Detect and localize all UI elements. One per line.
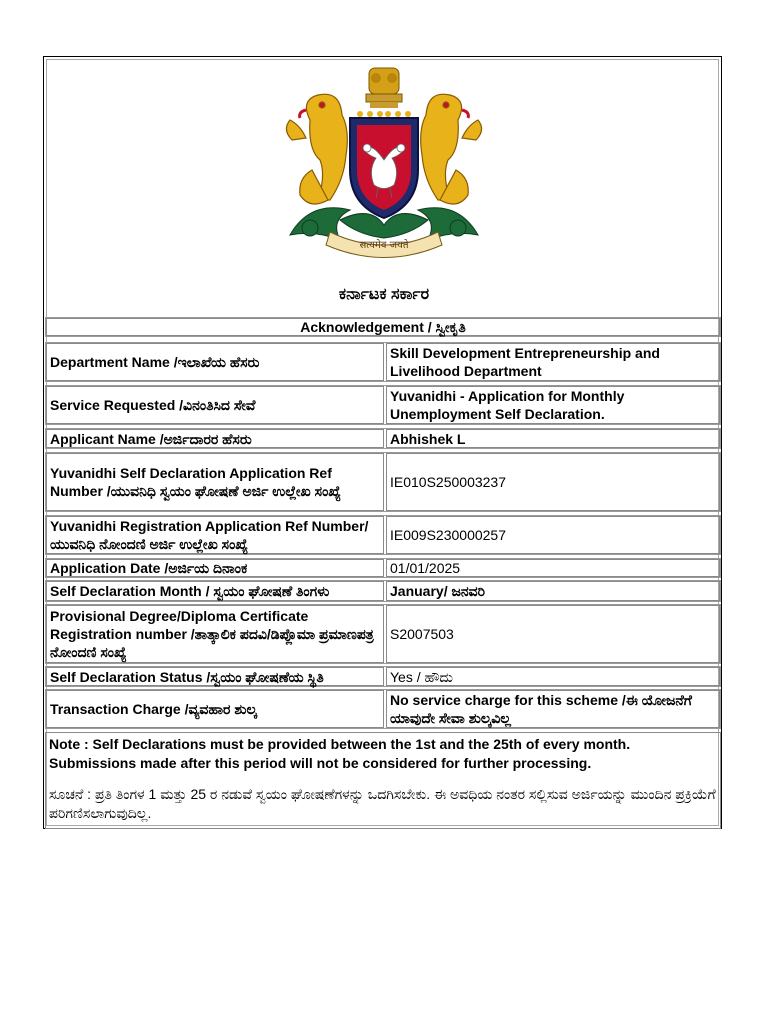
certificate-registration-label: Provisional Degree/Diploma Certificate Registration number /ತಾತ್ಕಾಲಿಕ ಪದವಿ/ಡಿಪ್ಲೊಮಾ ಪ್ರಮಾಣಪತ್ರ ನೋಂದಣಿ ಸಂಖ್ಯೆ bbox=[46, 605, 384, 663]
table-row bbox=[45, 515, 721, 555]
table-row bbox=[45, 452, 721, 512]
transaction-charge-value: No service charge for this scheme /ಈ ಯೋಜನೆಗೆ ಯಾವುದೇ ಸೇವಾ ಶುಲ್ಕವಿಲ್ಲ bbox=[386, 690, 720, 728]
note-box bbox=[45, 732, 721, 829]
motto-text: सत्यमेव जयते bbox=[359, 240, 409, 251]
table-row bbox=[45, 428, 721, 449]
application-date-label: Application Date /ಅರ್ಜಿಯ ದಿನಾಂಕ bbox=[46, 559, 384, 577]
shield-beads bbox=[357, 111, 411, 117]
service-label: Service Requested /ವಿನಂತಿಸಿದ ಸೇವೆ bbox=[46, 386, 384, 424]
self-declaration-ref-value: IE010S250003237 bbox=[386, 453, 720, 511]
transaction-charge-label: Transaction Charge /ವ್ಯವಹಾರ ಶುಲ್ಕ bbox=[46, 690, 384, 728]
service-value: Yuvanidhi - Application for Monthly Unemployment Self Declaration. bbox=[386, 386, 720, 424]
government-title: ಕರ್ನಾಟಕ ಸರ್ಕಾರ bbox=[338, 286, 430, 303]
applicant-value: Abhishek L bbox=[386, 429, 720, 448]
lion-capital bbox=[366, 68, 402, 108]
right-lion-tongue bbox=[462, 110, 468, 118]
registration-ref-value: IE009S230000257 bbox=[386, 516, 720, 554]
table-row bbox=[45, 689, 721, 729]
acknowledgement-row bbox=[45, 317, 721, 337]
declaration-month-label: Self Declaration Month / ಸ್ವಯಂ ಘೋಷಣೆ ತಿಂಗಳು bbox=[46, 581, 384, 601]
certificate-registration-value: S2007503 bbox=[386, 605, 720, 663]
application-date-value: 01/01/2025 bbox=[386, 559, 720, 577]
declaration-status-label: Self Declaration Status /ಸ್ವಯಂ ಘೋಷಣೆಯ ಸ್ಥಿತಿ bbox=[46, 667, 384, 686]
table-row bbox=[45, 558, 721, 578]
table-row bbox=[45, 342, 721, 382]
department-label: Department Name /ಇಲಾಖೆಯ ಹೆಸರು bbox=[46, 343, 384, 381]
self-declaration-ref-label: Yuvanidhi Self Declaration Application Ref Number /ಯುವನಿಧಿ ಸ್ವಯಂ ಘೋಷಣೆ ಅರ್ಜಿ ಉಲ್ಲೇಖ ಸಂಖ್ಯೆ bbox=[46, 453, 384, 511]
table-row bbox=[45, 385, 721, 425]
applicant-label: Applicant Name /ಅರ್ಜಿದಾರರ ಹೆಸರು bbox=[46, 429, 384, 448]
left-lion-tongue bbox=[300, 110, 306, 118]
declaration-status-value: Yes / ಹೌದು bbox=[386, 667, 720, 686]
right-lion bbox=[421, 94, 482, 204]
acknowledgement-heading: Acknowledgement / ಸ್ವೀಕೃತಿ bbox=[46, 318, 720, 336]
table-row bbox=[45, 604, 721, 664]
table-row bbox=[45, 666, 721, 687]
registration-ref-label: Yuvanidhi Registration Application Ref Number/ಯುವನಿಧಿ ನೋಂದಣಿ ಅರ್ಜಿ ಉಲ್ಲೇಖ ಸಂಖ್ಯೆ bbox=[46, 516, 384, 554]
note-kannada: ಸೂಚನೆ : ಪ್ರತಿ ತಿಂಗಳ 1 ಮತ್ತು 25 ರ ನಡುವೆ ಸ್ವಯಂ ಘೋಷಣೆಗಳನ್ನು ಒದಗಿಸಬೇಕು. ಈ ಅವಧಿಯ ನಂತರ ಸಲ್ಲಿಸುವ ಅರ್ಜಿಯನ್ನು ಮುಂದಿನ ಪ್ರಕ್ರಿಯೆಗೆ ಪರಿಗಣಿಸಲಾಗುವುದಿಲ್ಲ. bbox=[49, 786, 716, 821]
table-row bbox=[45, 580, 721, 602]
department-value: Skill Development Entrepreneurship and Livelihood Department bbox=[386, 343, 720, 381]
karnataka-emblem bbox=[270, 60, 498, 260]
note-english: Note : Self Declarations must be provided between the 1st and the 25th of every month. Submissions made after this period will not be considered for further processing. bbox=[49, 736, 631, 771]
declaration-month-value: January/ ಜನವರಿ bbox=[386, 581, 720, 601]
left-lion bbox=[286, 94, 347, 204]
